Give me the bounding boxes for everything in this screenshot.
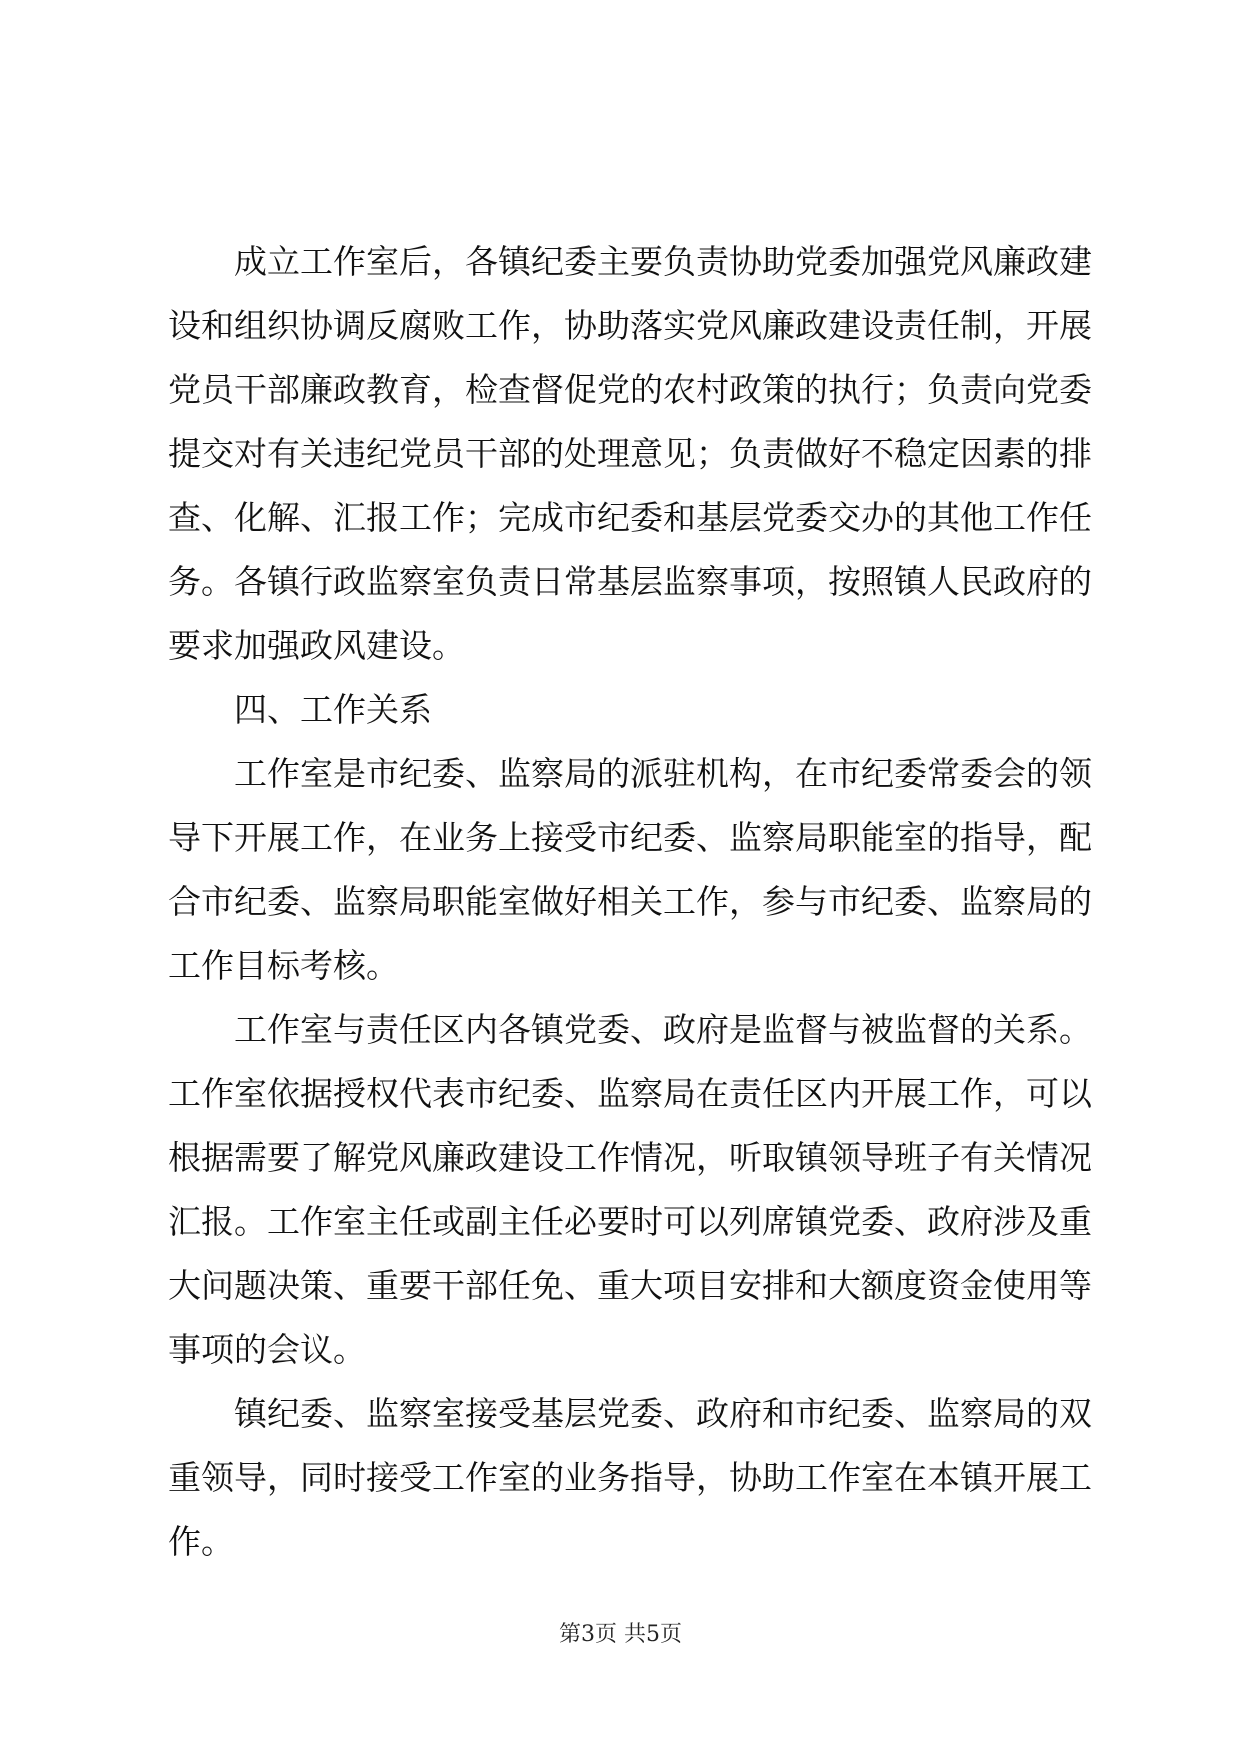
paragraph-3-line-4: 汇报。工作室主任或副主任必要时可以列席镇党委、政府涉及重 bbox=[168, 1202, 1092, 1241]
document-body bbox=[168, 230, 1092, 1574]
paragraph-2-line-1: 工作室是市纪委、监察局的派驻机构，在市纪委常委会的领 bbox=[234, 754, 1092, 793]
paragraph-1-line-2: 设和组织协调反腐败工作，协助落实党风廉政建设责任制，开展 bbox=[168, 306, 1092, 345]
page-number-footer: 第3页 共5页 bbox=[559, 1622, 682, 1647]
paragraph-4-line-2: 重领导，同时接受工作室的业务指导，协助工作室在本镇开展工 bbox=[168, 1458, 1092, 1497]
paragraph-4-line-3: 作。 bbox=[168, 1522, 234, 1561]
paragraph-1-line-4: 提交对有关违纪党员干部的处理意见；负责做好不稳定因素的排 bbox=[168, 434, 1092, 473]
paragraph-3-line-3: 根据需要了解党风廉政建设工作情况，听取镇领导班子有关情况 bbox=[168, 1138, 1092, 1177]
paragraph-3-line-5: 大问题决策、重要干部任免、重大项目安排和大额度资金使用等 bbox=[168, 1266, 1092, 1305]
paragraph-1-line-1: 成立工作室后，各镇纪委主要负责协助党委加强党风廉政建 bbox=[234, 242, 1092, 281]
paragraph-3-line-1: 工作室与责任区内各镇党委、政府是监督与被监督的关系。 bbox=[234, 1010, 1092, 1049]
paragraph-1-line-3: 党员干部廉政教育，检查督促党的农村政策的执行；负责向党委 bbox=[168, 370, 1092, 409]
paragraph-2-line-2: 导下开展工作，在业务上接受市纪委、监察局职能室的指导，配 bbox=[168, 818, 1092, 857]
paragraph-2-line-4: 工作目标考核。 bbox=[168, 946, 399, 985]
paragraph-1-line-7: 要求加强政风建设。 bbox=[168, 626, 465, 665]
paragraph-1-line-5: 查、化解、汇报工作；完成市纪委和基层党委交办的其他工作任 bbox=[168, 498, 1092, 537]
paragraph-3-line-6: 事项的会议。 bbox=[168, 1330, 366, 1369]
paragraph-1-line-6: 务。各镇行政监察室负责日常基层监察事项，按照镇人民政府的 bbox=[168, 562, 1092, 601]
paragraph-2-line-3: 合市纪委、监察局职能室做好相关工作，参与市纪委、监察局的 bbox=[168, 882, 1092, 921]
paragraph-4-line-1: 镇纪委、监察室接受基层党委、政府和市纪委、监察局的双 bbox=[234, 1394, 1092, 1433]
paragraph-3-line-2: 工作室依据授权代表市纪委、监察局在责任区内开展工作，可以 bbox=[168, 1074, 1092, 1113]
section-heading: 四、工作关系 bbox=[234, 690, 432, 729]
